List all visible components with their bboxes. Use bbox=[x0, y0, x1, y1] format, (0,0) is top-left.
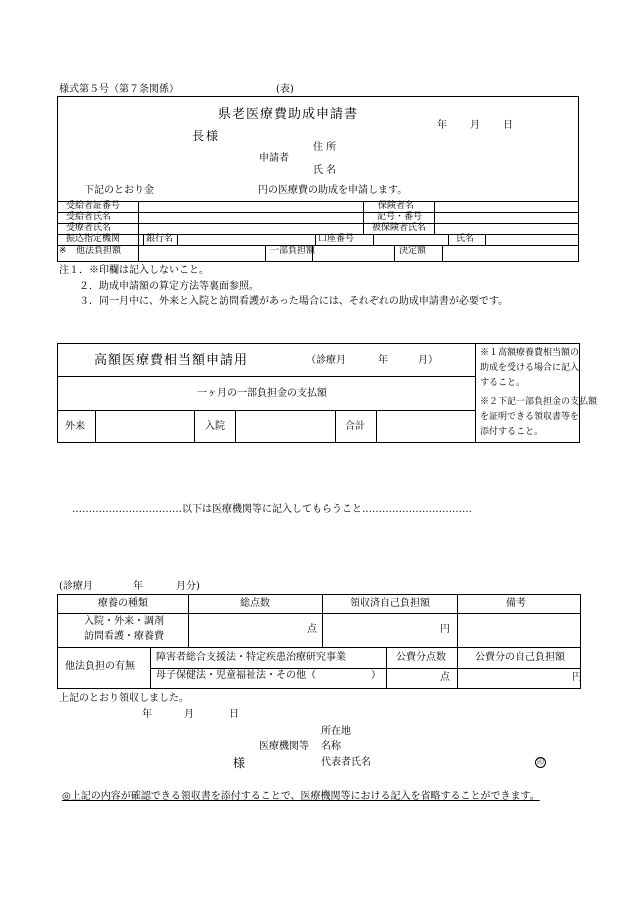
other-law-amount-label: 他法負担額 bbox=[76, 246, 122, 256]
treatment-types-line: 入院・外来・調剤 bbox=[84, 616, 164, 627]
form-number: 様式第５号（第７条関係） bbox=[59, 84, 179, 95]
col-total-points: 総点数 bbox=[240, 598, 270, 609]
col-paid-amount: 領収済自己負担額 bbox=[350, 598, 430, 609]
statement-left: 下記のとおり金 bbox=[84, 185, 154, 196]
outpatient-label: 外来 bbox=[65, 421, 85, 432]
receipt-statement: 上記のとおり領収しました。 bbox=[59, 693, 189, 704]
total-label: 合計 bbox=[345, 421, 365, 432]
side-note-line: ※１高額療養費相当額の bbox=[480, 348, 580, 358]
address-label: 住 所 bbox=[313, 142, 337, 153]
treatment-types-line: 訪問看護・療養費 bbox=[84, 631, 164, 642]
location-label: 所在地 bbox=[321, 726, 351, 737]
account-number-label: 口座番号 bbox=[318, 234, 355, 244]
note-2: ２．助成申請額の算定方法等裏面参照。 bbox=[79, 281, 259, 292]
insured-name-label: 被保険者氏名 bbox=[372, 223, 427, 233]
med-month-label: (診療月 bbox=[59, 581, 93, 592]
recipient-name-label: 受給者氏名 bbox=[66, 212, 112, 222]
date-month-label: 月 bbox=[470, 120, 480, 131]
name-label: 氏 名 bbox=[313, 165, 337, 176]
note-3: ３．同一月中に、外来と入院と訪問看護があった場合には、それぞれの助成申請書が必要です。 bbox=[79, 296, 509, 307]
other-law-label: 他法負担の有無 bbox=[65, 661, 135, 672]
treatment-month-close: 月） bbox=[418, 355, 438, 366]
seal-label: 印 bbox=[537, 758, 544, 766]
medical-section-divider: ……………………………以下は医療機関等に記入してもらうこと…………………………… bbox=[72, 504, 472, 515]
decided-amount-label: 決定額 bbox=[399, 246, 427, 256]
laws-line: 障害者総合支援法・特定疾患治療研究事業 bbox=[156, 652, 346, 663]
addressee: 長様 bbox=[192, 129, 221, 143]
high-cost-title: 高額医療費相当額申請用 bbox=[94, 353, 249, 368]
side-note-line: すること。 bbox=[480, 378, 526, 388]
monthly-payment-heading: 一ヶ月の一部負担金の支払額 bbox=[197, 388, 327, 399]
receipt-year-label: 年 bbox=[142, 709, 152, 720]
bank-designation-label: 振込指定機関 bbox=[66, 234, 121, 244]
public-points-unit: 点 bbox=[440, 672, 450, 683]
public-points-label: 公費分点数 bbox=[396, 652, 446, 663]
date-day-label: 日 bbox=[503, 120, 513, 131]
side-note-line: を証明できる領収書等を bbox=[480, 412, 580, 422]
public-self-pay-label: 公費分の自己負担額 bbox=[475, 652, 565, 663]
application-title: 県老医療費助成申請書 bbox=[218, 107, 359, 122]
seal-icon bbox=[535, 757, 546, 768]
office-use-mark: ※ bbox=[59, 246, 67, 256]
representative-label: 代表者氏名 bbox=[321, 757, 371, 768]
partial-amount-label: 一部負担額 bbox=[270, 246, 316, 256]
treatment-month-label: （診療月 bbox=[306, 355, 346, 366]
yen-unit: 円 bbox=[440, 624, 450, 635]
med-year-label: 年 bbox=[133, 581, 143, 592]
date-year-label: 年 bbox=[437, 120, 447, 131]
account-name-label: 氏名 bbox=[456, 234, 475, 244]
inpatient-label: 入院 bbox=[205, 421, 225, 432]
side-note-line: 助成を受ける場合に記入 bbox=[480, 363, 580, 373]
footer-note: ◎上記の内容が確認できる領収書を添付することで、医療機関等における記入を省略することができます。 bbox=[62, 791, 540, 802]
laws-line: 母子保健法・児童福祉法・その他（ bbox=[156, 670, 316, 681]
laws-close: ） bbox=[371, 670, 381, 681]
col-remarks: 備考 bbox=[506, 598, 526, 609]
receipt-day-label: 日 bbox=[229, 709, 239, 720]
insurer-name-label: 保険者名 bbox=[378, 201, 415, 211]
symbol-number-label: 記号・番号 bbox=[377, 212, 423, 222]
recipient-number-label: 受給者証番号 bbox=[66, 201, 121, 211]
side-note-line: ※２下記一部負担金の支払額 bbox=[480, 397, 598, 407]
statement-right: 円の医療費の助成を申請します。 bbox=[258, 185, 408, 196]
form-side: (表) bbox=[276, 84, 294, 95]
receipt-month-label: 月 bbox=[184, 709, 194, 720]
col-treatment-type: 療養の種類 bbox=[98, 598, 148, 609]
side-note-line: 添付すること。 bbox=[480, 427, 544, 437]
treatment-year-label: 年 bbox=[378, 355, 388, 366]
institution-label: 医療機関等 bbox=[259, 741, 309, 752]
institution-addressee: 様 bbox=[233, 756, 248, 770]
patient-name-label: 受療者氏名 bbox=[66, 223, 112, 233]
med-month-close: 月分) bbox=[176, 581, 200, 592]
points-unit: 点 bbox=[307, 624, 317, 635]
applicant-label: 申請者 bbox=[259, 153, 289, 164]
note-1: 注１．※印欄は記入しないこと。 bbox=[59, 265, 209, 276]
institution-name-label: 名称 bbox=[321, 741, 341, 752]
public-yen-unit: 円 bbox=[572, 672, 582, 683]
bank-name-label: 銀行名 bbox=[146, 234, 174, 244]
